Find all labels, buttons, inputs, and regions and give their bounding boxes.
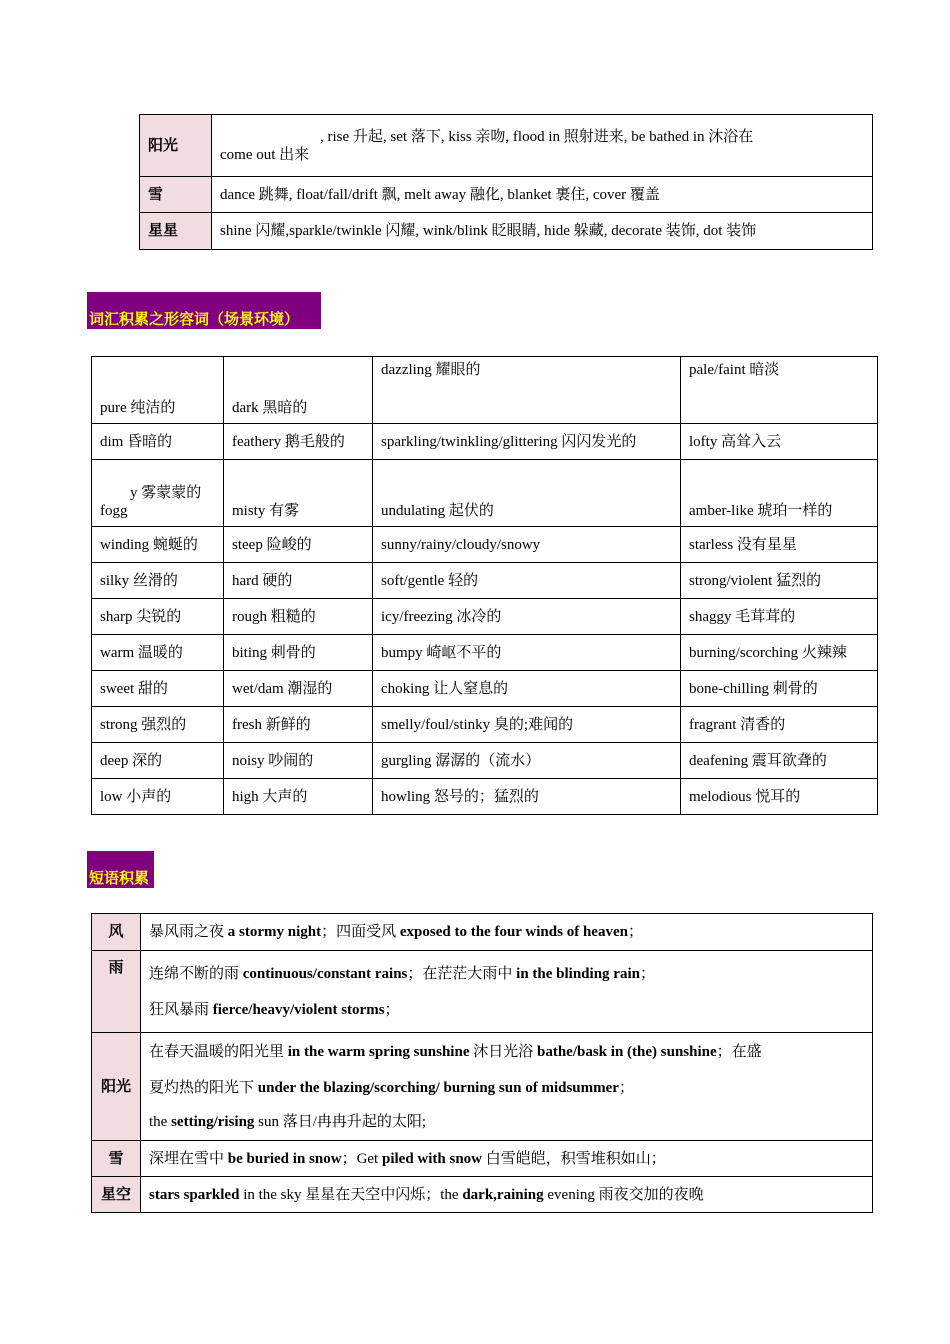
table-cell: silky 丝滑的 <box>92 563 224 599</box>
table-cell: sweet 甜的 <box>92 671 224 707</box>
table-cell: smelly/foul/stinky 臭的;难闻的 <box>373 707 681 743</box>
table-cell: deafening 震耳欲聋的 <box>681 743 878 779</box>
phrase-text: evening 雨夜交加的夜晚 <box>543 1186 704 1203</box>
table-cell: feathery 鹅毛般的 <box>224 424 373 460</box>
phrase-text: ； <box>384 1001 400 1018</box>
phrase-bold: be buried in snow <box>227 1150 342 1167</box>
table-cell: pale/faint 暗淡 <box>681 357 878 424</box>
table-cell: strong 强烈的 <box>92 707 224 743</box>
row-value-line: come out 出来 <box>220 146 310 163</box>
table-row <box>92 707 878 743</box>
phrase-text: sun 落日/冉冉升起的太阳; <box>254 1113 427 1130</box>
phrase-text: 夏灼热的阳光下 <box>149 1079 258 1096</box>
row-value <box>141 951 873 1033</box>
table-cell: bumpy 崎岖不平的 <box>373 635 681 671</box>
row-key: 阳光 <box>92 1033 141 1141</box>
table-cell: noisy 吵闹的 <box>224 743 373 779</box>
table-row <box>92 563 878 599</box>
table-cell: dazzling 耀眼的 <box>373 357 681 424</box>
table-cell: wet/dam 潮湿的 <box>224 671 373 707</box>
verbs-table <box>139 114 873 250</box>
row-value <box>141 1141 873 1177</box>
table-row <box>140 115 873 177</box>
table-cell <box>92 460 224 527</box>
table-row <box>92 424 878 460</box>
table-row <box>92 527 878 563</box>
cell-line: fogg <box>100 503 128 519</box>
phrase-bold: bathe/bask in (the) sunshine <box>537 1043 717 1060</box>
phrase-bold: in the blinding rain <box>516 965 640 982</box>
phrase-bold: setting/rising <box>171 1113 255 1130</box>
row-key: 雪 <box>92 1141 141 1177</box>
table-cell: sparkling/twinkling/glittering 闪闪发光的 <box>373 424 681 460</box>
phrase-text: ； <box>639 965 655 982</box>
section-heading-adjectives: 词汇积累之形容词（场景环境） <box>87 292 321 329</box>
table-cell: high 大声的 <box>224 779 373 815</box>
phrase-text: ；在茫茫大雨中 <box>407 965 517 982</box>
table-row <box>92 951 873 1033</box>
phrase-text: 深埋在雪中 <box>149 1150 228 1167</box>
table-cell: howling 怒号的；猛烈的 <box>373 779 681 815</box>
phrase-text: ；在盛 <box>716 1043 762 1060</box>
table-row <box>92 599 878 635</box>
phrase-text: ；四面受风 <box>321 924 400 940</box>
row-key: 星星 <box>140 213 212 250</box>
table-cell: gurgling 潺潺的（流水） <box>373 743 681 779</box>
phrase-text: 白雪皑皑，积雪堆积如山； <box>482 1150 666 1167</box>
phrase-bold: stars sparkled <box>149 1186 240 1203</box>
phrase-text: 沐日光浴 <box>469 1043 537 1060</box>
table-cell: icy/freezing 冰冷的 <box>373 599 681 635</box>
table-row <box>92 779 878 815</box>
table-cell: sunny/rainy/cloudy/snowy <box>373 527 681 563</box>
table-row <box>92 635 878 671</box>
section-heading-phrases: 短语积累 <box>87 851 154 888</box>
table-cell: winding 蜿蜒的 <box>92 527 224 563</box>
table-cell: dark 黑暗的 <box>224 357 373 424</box>
phrase-bold: continuous/constant rains <box>242 965 408 982</box>
row-key: 雨 <box>92 951 141 1033</box>
table-cell: pure 纯洁的 <box>92 357 224 424</box>
phrase-text: 在春天温暖的阳光里 <box>149 1043 288 1060</box>
table-row <box>92 671 878 707</box>
phrase-text: 狂风暴雨 <box>149 1001 213 1018</box>
phrase-line <box>149 965 864 983</box>
phrase-text: the <box>149 1113 172 1130</box>
phrase-bold: in the warm spring sunshine <box>287 1043 470 1060</box>
row-value <box>141 1033 873 1141</box>
table-cell: dim 昏暗的 <box>92 424 224 460</box>
table-cell: fragrant 清香的 <box>681 707 878 743</box>
adjectives-table <box>91 356 878 815</box>
phrase-bold: fierce/heavy/violent storms <box>212 1001 385 1018</box>
table-cell: soft/gentle 轻的 <box>373 563 681 599</box>
phrase-text: ； <box>627 924 643 940</box>
phrase-text: ； <box>618 1079 634 1096</box>
row-key: 风 <box>92 914 141 951</box>
table-cell: melodious 悦耳的 <box>681 779 878 815</box>
table-cell: lofty 高耸入云 <box>681 424 878 460</box>
phrase-bold: a stormy night <box>227 924 322 940</box>
row-key: 阳光 <box>140 115 212 177</box>
table-cell: starless 没有星星 <box>681 527 878 563</box>
phrase-line <box>149 1113 864 1131</box>
table-cell: shaggy 毛茸茸的 <box>681 599 878 635</box>
row-key: 星空 <box>92 1177 141 1213</box>
phrase-text: 暴风雨之夜 <box>149 924 228 940</box>
table-row <box>140 213 873 250</box>
table-cell: warm 温暖的 <box>92 635 224 671</box>
row-value <box>141 914 873 951</box>
table-cell: biting 刺骨的 <box>224 635 373 671</box>
phrase-line <box>149 1043 864 1061</box>
table-row <box>92 1177 873 1213</box>
table-row <box>92 743 878 779</box>
row-value-line: , rise 升起, set 落下, kiss 亲吻, flood in 照射进来, be bathed in 沐浴在 <box>320 128 754 145</box>
phrase-bold: piled with snow <box>381 1150 483 1167</box>
table-row <box>92 460 878 527</box>
phrase-line <box>149 1001 864 1019</box>
table-cell: strong/violent 猛烈的 <box>681 563 878 599</box>
table-row <box>92 1033 873 1141</box>
table-cell: fresh 新鲜的 <box>224 707 373 743</box>
table-cell: undulating 起伏的 <box>373 460 681 527</box>
phrases-table <box>91 913 873 1213</box>
cell-line: y 雾蒙蒙的 <box>130 485 202 501</box>
table-cell: amber-like 琥珀一样的 <box>681 460 878 527</box>
table-row <box>92 914 873 951</box>
table-cell: burning/scorching 火辣辣 <box>681 635 878 671</box>
table-cell: bone-chilling 刺骨的 <box>681 671 878 707</box>
phrase-text: ；Get <box>341 1150 382 1167</box>
phrase-text: in the sky 星星在天空中闪烁；the <box>239 1186 463 1203</box>
table-cell: sharp 尖锐的 <box>92 599 224 635</box>
phrase-bold: exposed to the four winds of heaven <box>399 924 628 940</box>
table-row <box>92 357 878 424</box>
row-value <box>212 115 873 177</box>
row-value: dance 跳舞, float/fall/drift 飘, melt away 融化, blanket 裹住, cover 覆盖 <box>212 177 873 213</box>
table-row <box>92 1141 873 1177</box>
table-row <box>140 177 873 213</box>
row-value <box>141 1177 873 1213</box>
table-cell: hard 硬的 <box>224 563 373 599</box>
phrase-line <box>149 1079 864 1097</box>
phrase-bold: dark,raining <box>462 1186 544 1203</box>
table-cell: rough 粗糙的 <box>224 599 373 635</box>
table-cell: misty 有雾 <box>224 460 373 527</box>
table-cell: deep 深的 <box>92 743 224 779</box>
table-cell: low 小声的 <box>92 779 224 815</box>
row-value: shine 闪耀,sparkle/twinkle 闪耀, wink/blink 眨眼睛, hide 躲藏, decorate 装饰, dot 装饰 <box>212 213 873 250</box>
table-cell: choking 让人窒息的 <box>373 671 681 707</box>
phrase-bold: under the blazing/scorching/ burning sun of midsummer <box>257 1079 619 1096</box>
row-key: 雪 <box>140 177 212 213</box>
table-cell: steep 险峻的 <box>224 527 373 563</box>
phrase-text: 连绵不断的雨 <box>149 965 243 982</box>
